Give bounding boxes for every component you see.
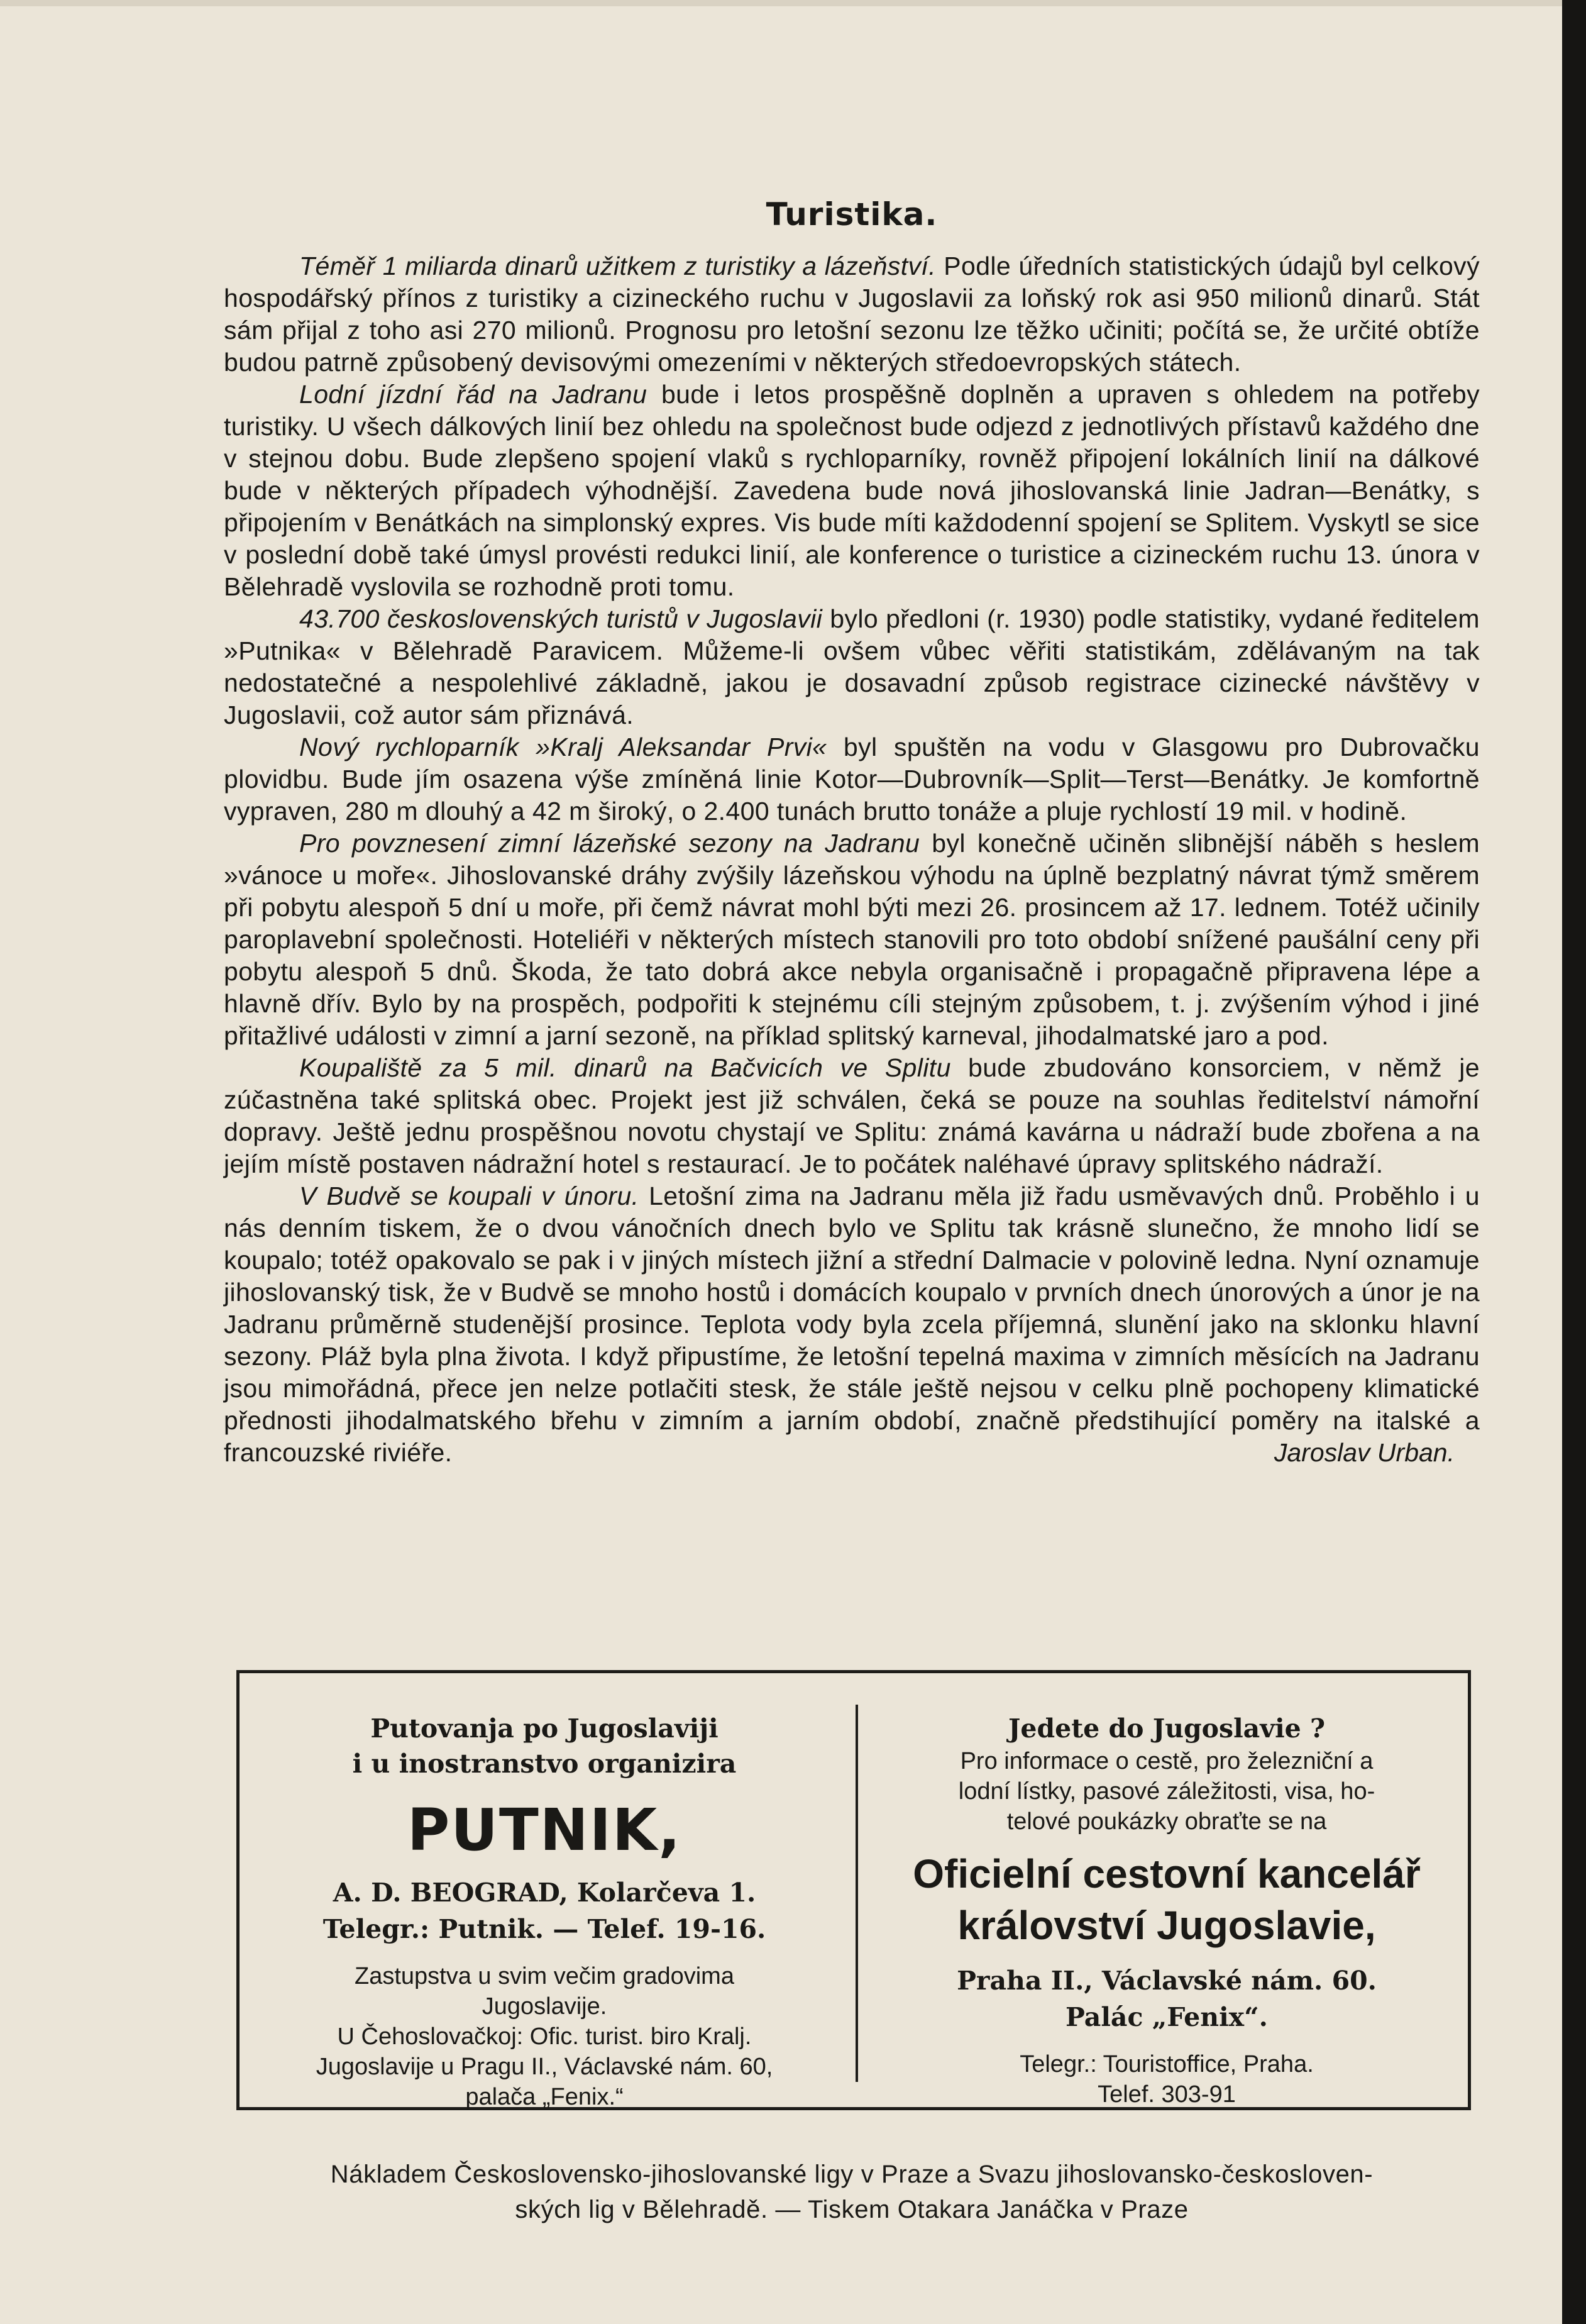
paragraph-body: bude zbudováno konsorciem, v němž je zúčastněna také splitská obec. Projekt jest již schválen, čeká se pouze na souhlas ředitelství námořní dopravy. Ještě jednu prospěšnou novotu chystají ve Splitu: známá kavárna u nádraží bude zbořena a na jejím místě postaven nádražní hotel s restaurací. Je to počátek naléhavé úpravy splitského nádraží. xyxy=(224,1053,1480,1178)
advertisement-divider xyxy=(856,1705,858,2082)
putnik-heading-1: Putovanja po Jugoslaviji xyxy=(370,1713,719,1744)
putnik-heading-2: i u inostranstvo organizira xyxy=(352,1749,737,1779)
publisher-footer xyxy=(226,2157,1477,2227)
paragraph-body: Podle úředních statistických údajů byl celkový hospodářský přínos z turistiky a cizineckého ruchu v Jugoslavii za loňský rok asi 950 milionů dinarů. Stát sám přijal z toho asi 270 milionů. Prognosu pro letošní sezonu lze těžko učiniti; počítá se, že určité obtíže budou patrně způsobený devisovými omezeními v některých středoevropských státech. xyxy=(224,252,1480,377)
putnik-address: A. D. BEOGRAD, Kolarčeva 1. xyxy=(333,1878,756,1908)
putnik-contact: Telegr.: Putnik. — Telef. 19-16. xyxy=(322,1914,766,1944)
paragraph-body: byl spuštěn na vodu v Glasgowu pro Dubrovačku plovidbu. Bude jím osazena výše zmíněná linie Kotor—Dubrovník—Split—Terst—Benátky. Je komfortně vypraven, 280 m dlouhý a 42 m široký, o 2.400 tunách brutto tonáže a pluje rychlostí 19 mil. v hodině. xyxy=(224,733,1480,826)
travel-office-advertisement xyxy=(874,1711,1459,2110)
paragraph-lead: Koupaliště za 5 mil. dinarů na Bačvicích ve Splitu xyxy=(299,1053,951,1082)
paragraph-lead: V Budvě se koupali v únoru. xyxy=(299,1181,639,1210)
paragraph xyxy=(224,827,1480,1052)
paragraph-lead: Téměř 1 miliarda dinarů užitkem z turistiky a lázeňství. xyxy=(299,252,936,280)
paragraph xyxy=(224,379,1480,603)
paragraph xyxy=(224,1052,1480,1180)
scan-right-edge xyxy=(1562,0,1586,2324)
paragraph-body: bude i letos prospěšně doplněn a upraven s ohledem na potřeby turistiky. U všech dálkových linií bez ohledu na společnost bude odjezd z jednotlivých přístavů každého dne v stejnou dobu. Bude zlepšeno spojení vlaků s rychloparníky, rovněž připojení lokálních linií na dálkové bude v některých případech výhodnější. Zavedena bude nová jihoslovanská linie Jadran—Benátky, s připojením v Benátkách na simplonský expres. Vis bude míti každodenní spojení se Splitem. Vyskytl se sice v poslední době také úmysl provésti redukci linií, ale konference o turistice a cizineckém ruchu 13. února v Bělehradě vyslovila se rozhodně proti tomu. xyxy=(224,380,1480,601)
travel-office-palace: Palác „Fenix“. xyxy=(1066,2002,1268,2032)
putnik-text: U Čehoslovačkoj: Ofic. turist. biro Kralj. xyxy=(337,2023,752,2050)
travel-office-text: Pro informace o cestě, pro železniční a xyxy=(960,1748,1374,1774)
putnik-advertisement xyxy=(252,1711,837,2112)
putnik-text: Zastupstva u svim večim gradovima xyxy=(355,1963,734,1989)
footer-line: ských lig v Bělehradě. — Tiskem Otakara Janáčka v Praze xyxy=(515,2196,1189,2223)
advertisement-box xyxy=(236,1670,1471,2110)
article xyxy=(224,196,1480,1469)
travel-office-name xyxy=(874,1848,1459,1951)
paragraph-body: byl konečně učiněn slibnější náběh s heslem »vánoce u moře«. Jihoslovanské dráhy zvýšily lázeňskou výhodu na úplně bezplatný návrat týmž směrem při pobytu alespoň 5 dní u moře, při čemž návrat mohl býti mezi 26. prosincem až 17. lednem. Totéž učinily paroplavební společnosti. Hoteliéři v některých místech stanovili pro toto období snížené paušální ceny při pobytu alespoň 5 dnů. Škoda, že tato dobrá akce nebyla organisačně i propagačně připravena lépe a hlavně dřív. Bylo by na prospěch, podpořiti k stejnému cíli stejným způsobem, t. j. zvýšením výhod i jiné přitažlivé události v zimní a jarní sezoně, na příklad splitský karneval, jihodalmatské jaro a pod. xyxy=(224,829,1480,1050)
paragraph-lead: Lodní jízdní řád na Jadranu xyxy=(299,380,647,409)
page-top-edge xyxy=(0,0,1586,6)
putnik-text: Jugoslavije u Pragu II., Václavské nám. 60, xyxy=(316,2054,773,2080)
travel-office-text: lodní lístky, pasové záležitosti, visa, ho- xyxy=(958,1778,1375,1805)
travel-office-text: telové poukázky obraťte se na xyxy=(1006,1808,1327,1835)
putnik-brand: PUTNIK, xyxy=(407,1796,682,1864)
travel-office-name-line: království Jugoslavie, xyxy=(957,1903,1376,1948)
putnik-text: Jugoslavije. xyxy=(482,1993,607,2020)
paragraph xyxy=(224,731,1480,827)
travel-office-address: Praha II., Václavské nám. 60. xyxy=(957,1966,1377,1996)
paragraph-body: Letošní zima na Jadranu měla již řadu usměvavých dnů. Proběhlo i u nás denním tiskem, že o dvou vánočních dnech bylo ve Splitu tak krásně slunečno, že mnoho lidí se koupalo; totéž opakovalo se pak i v jiných místech jižní a střední Dalmacie v polovině ledna. Nyní oznamuje jihoslovanský tisk, že v Budvě se mnoho hostů i domácích koupalo v prvních dnech únorových a únor je na Jadranu průměrně studenější prosince. Teplota vody byla zcela příjemná, slunění jako na sklonku hlavní sezony. Pláž byla plna života. I když připustíme, že letošní tepelná maxima v zimních měsících na Jadranu jsou mimořádná, přece jen nelze potlačiti stesk, že stále ještě nejsou v celku plně pochopeny klimatické přednosti jihodalmatského břehu v zimním a jarním období, značně předstihující poměry na italské a francouzské riviéře. xyxy=(224,1181,1480,1467)
paragraph xyxy=(224,603,1480,731)
paragraph xyxy=(224,1180,1480,1469)
paragraph-lead: Pro povznesení zimní lázeňské sezony na Jadranu xyxy=(299,829,920,858)
travel-office-phone: Telef. 303-91 xyxy=(1098,2081,1236,2108)
paragraph-body: bylo předloni (r. 1930) podle statistiky, vydané ředitelem »Putnika« v Bělehradě Paravicem. Můžeme-li ovšem vůbec věřiti statistikám, zdělávaným na tak nedostatečné a nespolehlivé základně, jakou je dosavadní způsob registrace cizinecké návštěvy v Jugoslavii, což autor sám přiznává. xyxy=(224,604,1480,729)
footer-line: Nákladem Československo-jihoslovanské ligy v Praze a Svazu jihoslovansko-českosloven- xyxy=(330,2161,1374,2188)
travel-office-name-line: Oficielní cestovní kancelář xyxy=(913,1851,1421,1896)
putnik-text: palača „Fenix.“ xyxy=(465,2084,624,2110)
author-signature: Jaroslav Urban. xyxy=(1274,1438,1455,1467)
travel-office-telegram: Telegr.: Touristoffice, Praha. xyxy=(1020,2051,1314,2078)
travel-office-heading: Jedete do Jugoslavie ? xyxy=(1008,1713,1326,1744)
paragraph-lead: Nový rychloparník »Kralj Aleksandar Prvi« xyxy=(299,733,827,761)
article-title: Turistika. xyxy=(766,196,938,233)
paragraph xyxy=(224,250,1480,379)
paragraph-lead: 43.700 československých turistů v Jugoslavii xyxy=(299,604,823,633)
